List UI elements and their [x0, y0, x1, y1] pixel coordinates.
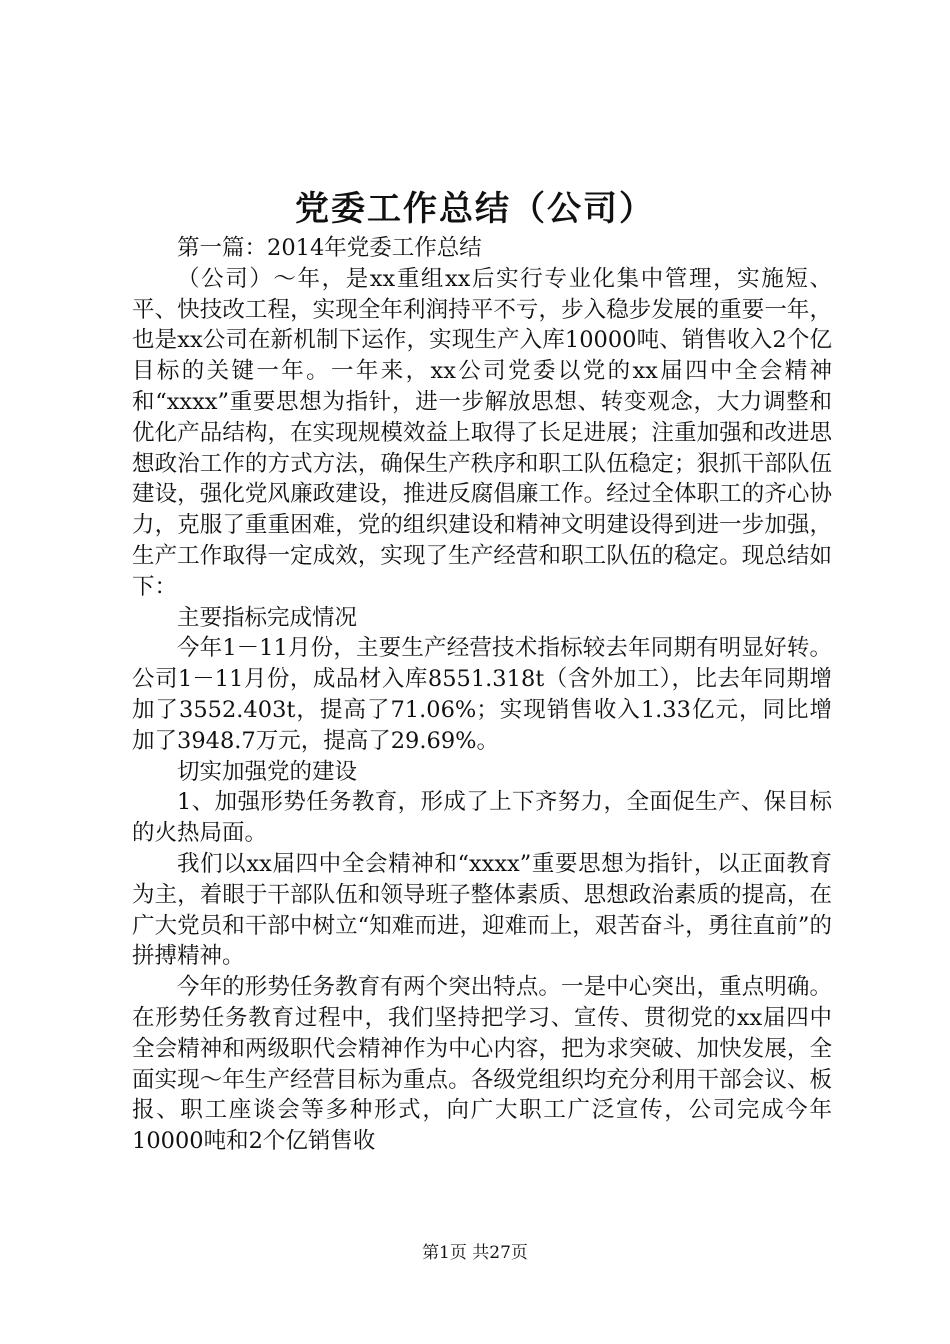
- section-heading: 主要指标完成情况: [177, 604, 358, 631]
- section-heading: 切实加强党的建设: [177, 758, 358, 785]
- paragraph: （公司）～年，是xx重组xx后实行专业化集中管理，实施短、平、快技改工程，实现全年利润持平不亏，步入稳步发展的重要一年，也是xx公司在新机制下运作，实现生产入库10000吨、销售收入2个亿目标的关键一年。一年来，xx公司党委以党的xx届四中全会精神和“xxxx”重要思想为指针，进一步解放思想、转变观念，大力调整和优化产品结构，在实现规模效益上取得了长足进展；注重加强和改进思想政治工作的方式方法，确保生产秩序和职工队伍稳定；狠抓干部队伍建设，强化党风廉政建设，推进反腐倡廉工作。经过全体职工的齐心协力，克服了重重困难，党的组织建设和精神文明建设得到进一步加强，生产工作取得一定成效，实现了生产经营和职工队伍的稳定。现总结如下：: [132, 265, 832, 600]
- document-body: [132, 233, 832, 1157]
- page-number: 第1页 共27页: [422, 1243, 528, 1263]
- document-title: 党委工作总结（公司）: [295, 189, 655, 229]
- paragraph: 我们以xx届四中全会精神和“xxxx”重要思想为指针，以正面教育为主，着眼于干部队伍和领导班子整体素质、思想政治素质的提高，在广大党员和干部中树立“知难而进，迎难而上，艰苦奋斗，勇往直前”的拼搏精神。: [132, 850, 832, 970]
- paragraph: 今年1－11月份，主要生产经营技术指标较去年同期有明显好转。公司1－11月份，成品材入库8551.318t（含外加工），比去年同期增加了3552.403t，提高了71.06%；实现销售收入1.33亿元，同比增加了3948.7万元，提高了29.69%。: [132, 635, 832, 754]
- paragraph: 1、加强形势任务教育，形成了上下齐努力，全面促生产、保目标的火热局面。: [132, 789, 832, 847]
- section-heading: 第一篇：2014年党委工作总结: [177, 235, 482, 261]
- paragraph: 今年的形势任务教育有两个突出特点。一是中心突出，重点明确。在形势任务教育过程中，我们坚持把学习、宣传、贯彻党的xx届四中全会精神和两级职代会精神作为中心内容，把为求突破、加快发展，全面实现～年生产经营目标为重点。各级党组织均充分利用干部会议、板报、职工座谈会等多种形式，向广大职工广泛宣传，公司完成今年10000吨和2个亿销售收: [132, 974, 832, 1155]
